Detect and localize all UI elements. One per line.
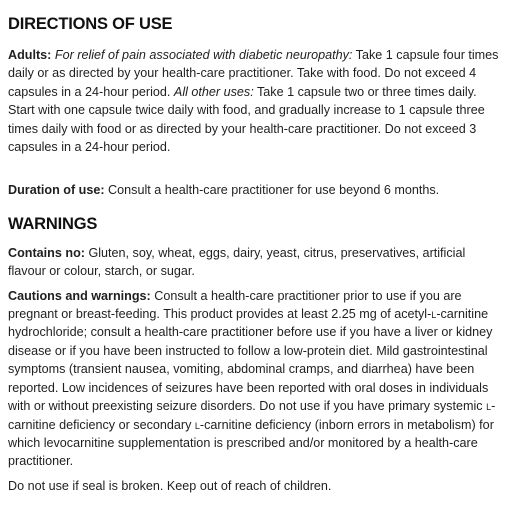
adults-neuropathy-italic: For relief of pain associated with diabetic neuropathy:	[54, 48, 353, 62]
adults-label: Adults:	[8, 48, 52, 62]
cautions-text-1: Consult a health-care practitioner prior to use if you are pregnant or breast-feeding. This product provides at least 2.25 mg of acetyl-	[8, 288, 462, 322]
duration-text: Consult a health-care practitioner for use beyond 6 months.	[104, 183, 440, 198]
cautions-text-3: -carnitine deficiency or secondary	[8, 399, 496, 432]
adults-other-uses-italic: All other uses:	[173, 84, 254, 99]
adults-other-uses-text: Take 1 capsule two or three times daily. Start with one capsule twice daily with food, and gradually increase to 1 capsule three times daily with food or as directed by your health-care practitioner. Do not exceed 3 capsules in a 24-hour period.	[8, 84, 485, 155]
adults-neuropathy-text: Take 1 capsule four times daily or as directed by your health-care practitioner. Take with food. Do not exceed 4 capsules in a 24-hour period.	[8, 48, 499, 99]
cautions-paragraph	[8, 287, 504, 471]
cautions-smallcaps-l-2: l	[486, 399, 492, 414]
cautions-text-4: -carnitine deficiency (inborn errors in metabolism) for which levocarnitine supplementation is prescribed and/or monitored by a health-care practitioner.	[8, 417, 494, 469]
contains-no-paragraph	[8, 244, 504, 281]
adults-paragraph	[8, 46, 504, 156]
warnings-heading: WARNINGS	[8, 214, 98, 233]
duration-paragraph	[8, 181, 504, 199]
cautions-smallcaps-l-1: l	[431, 307, 437, 322]
duration-label: Duration of use:	[8, 183, 105, 198]
directions-heading: DIRECTIONS OF USE	[8, 15, 173, 33]
seal-paragraph: Do not use if seal is broken. Keep out of reach of children.	[8, 478, 332, 493]
cautions-text-2: -carnitine hydrochloride; consult a health-care practitioner before use if you have a liver or kidney disease or if you have been instructed to follow a low-protein diet. Mild gastrointestinal symptoms (transient nausea, vomiting, abdominal cramps, and diarrhea) have been reported. Low incidences of seizures have been reported with oral doses in individuals with or without preexisting seizure disorders. Do not use if you have primary systemic	[8, 307, 493, 414]
contains-no-text: Gluten, soy, wheat, eggs, dairy, yeast, citrus, preservatives, artificial flavour or colour, starch, or sugar.	[8, 245, 466, 279]
contains-no-label: Contains no:	[8, 245, 85, 260]
cautions-smallcaps-l-3: l	[194, 417, 200, 432]
cautions-label: Cautions and warnings:	[8, 288, 151, 303]
